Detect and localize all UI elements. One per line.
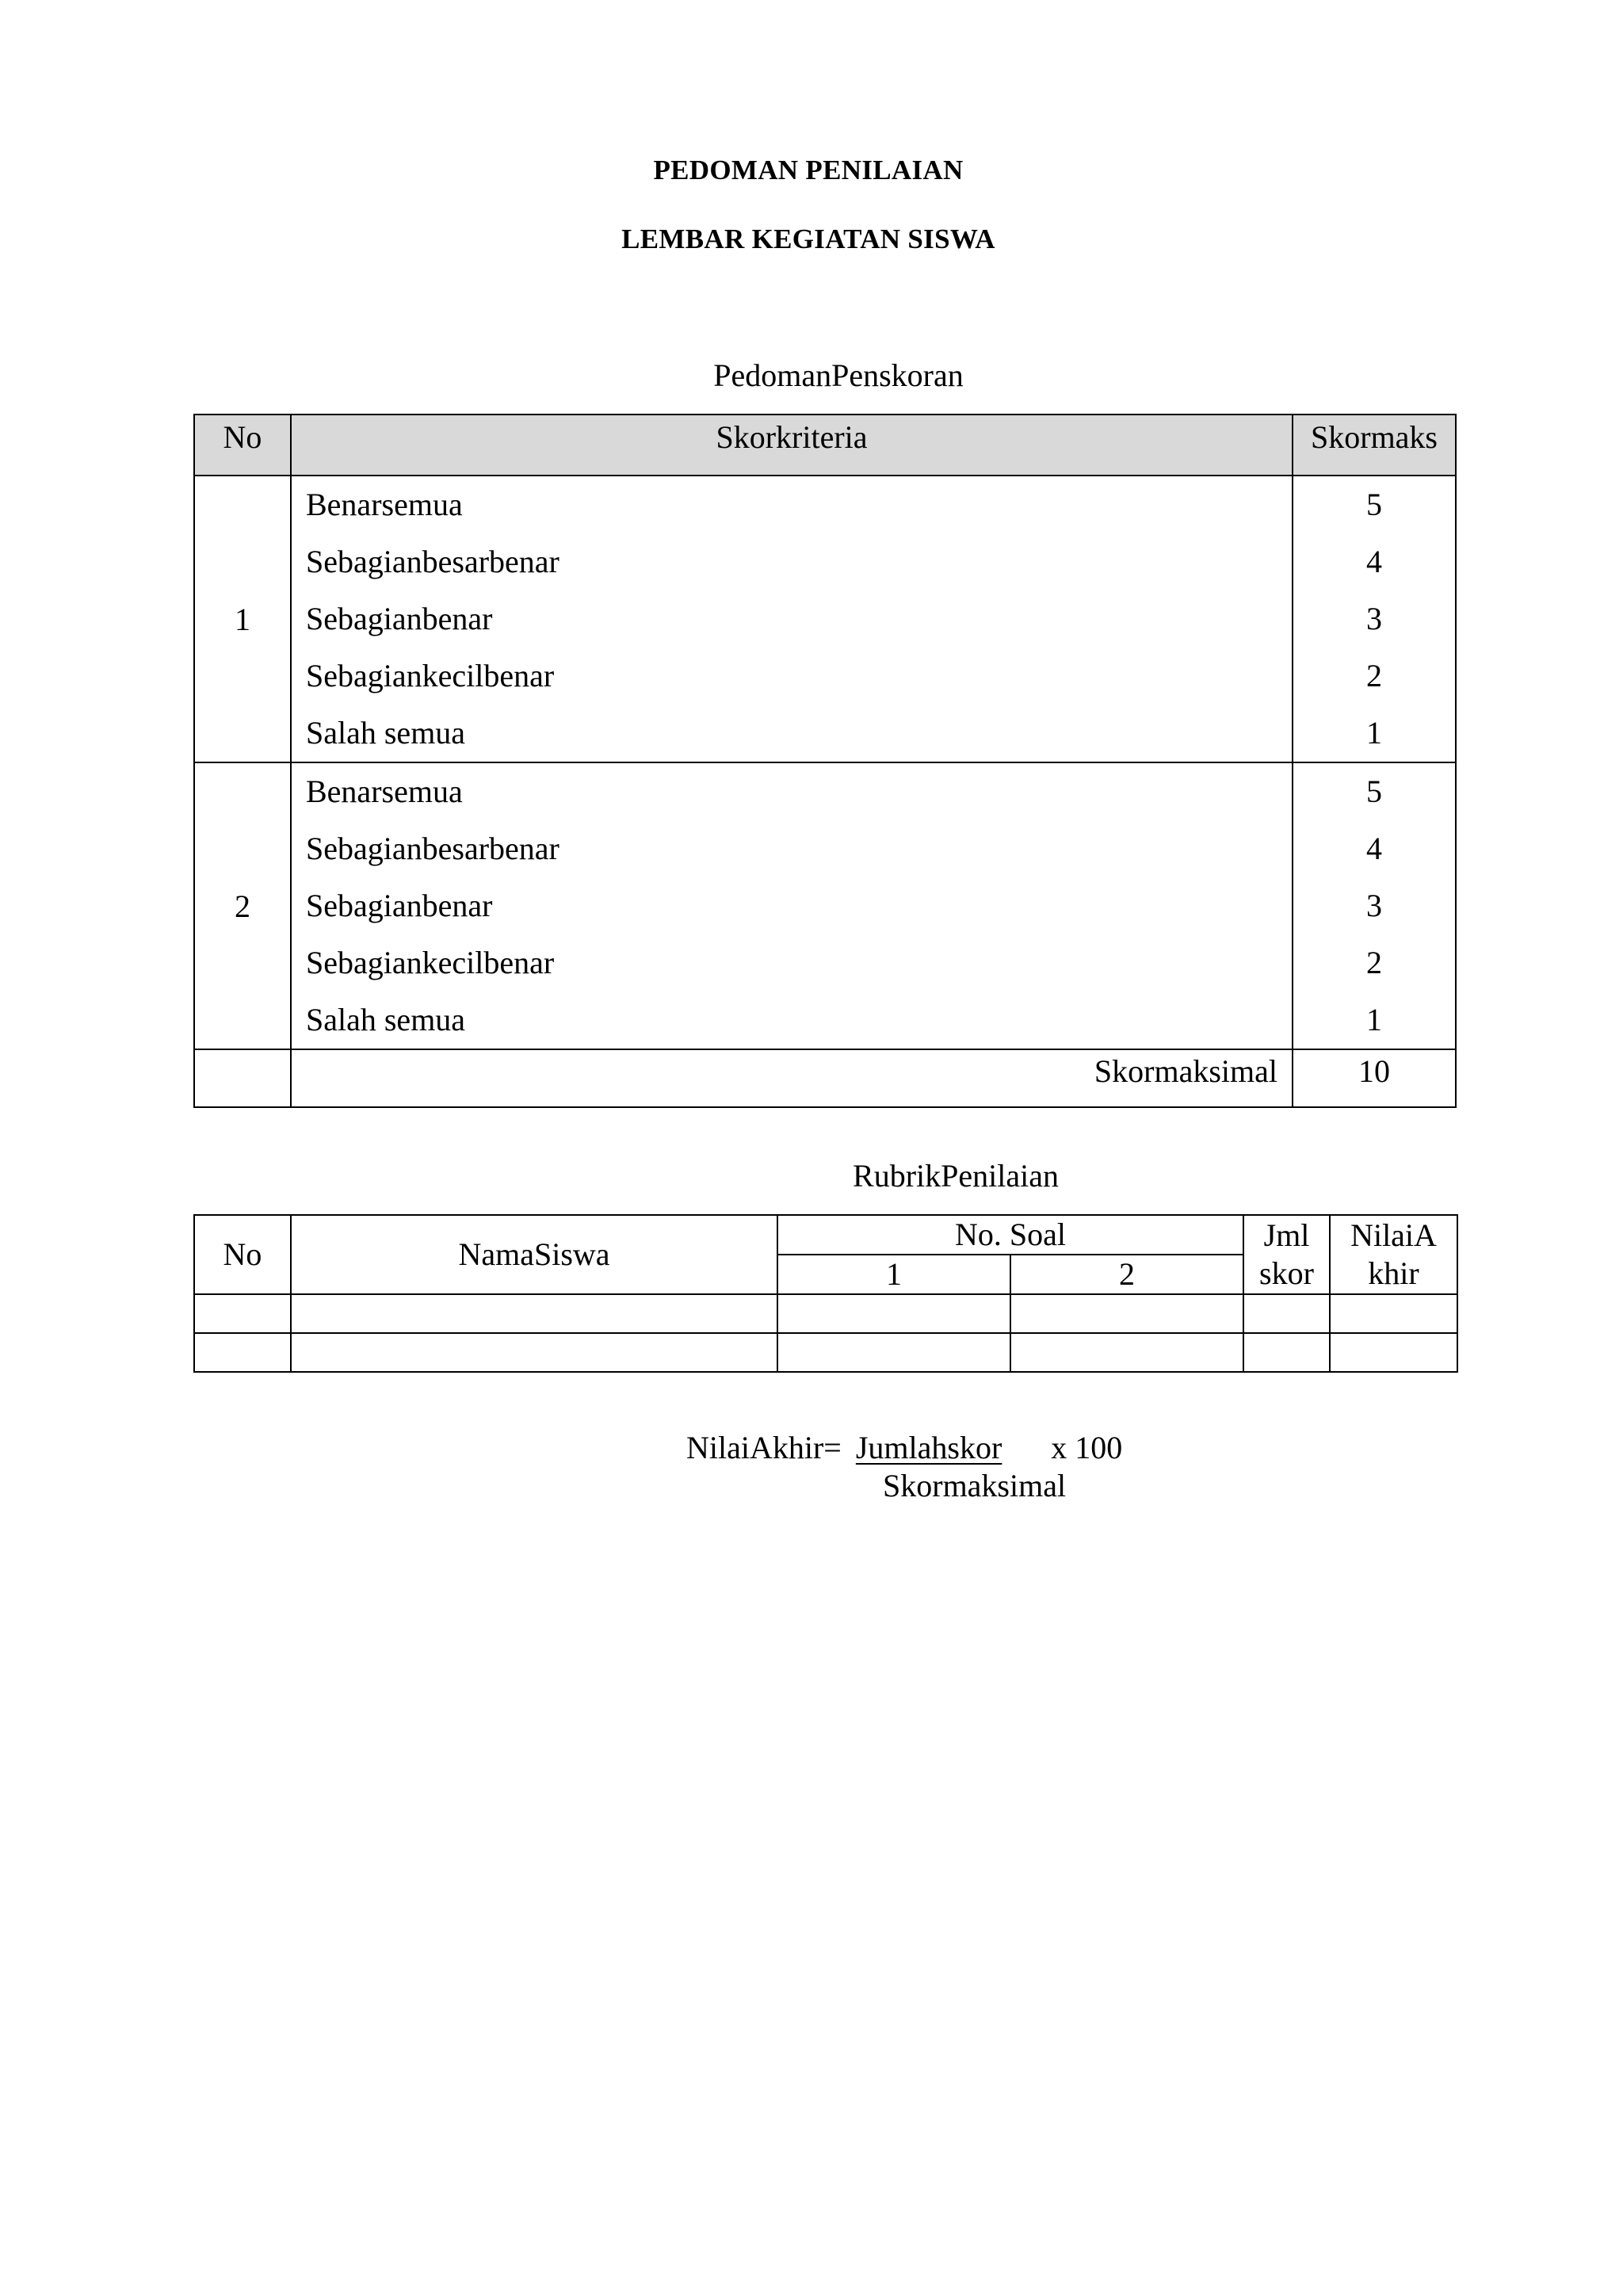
rubric-cell: [777, 1333, 1010, 1372]
assessment-rubric-table: [193, 1214, 1458, 1373]
document-title: PEDOMAN PENILAIAN: [653, 155, 964, 185]
document-subtitle: LEMBAR KEGIATAN SISWA: [621, 223, 995, 254]
rubric-cell: [1330, 1294, 1457, 1333]
scoring-guideline-table: [193, 414, 1457, 1108]
criteria-item: Sebagianbenar: [306, 888, 493, 923]
score-value: 4: [1366, 831, 1382, 866]
header-student-name: NamaSiswa: [291, 1215, 777, 1294]
criteria-item: Salah semua: [306, 715, 466, 751]
header-no: No: [194, 415, 291, 476]
scoring-total-row: [194, 1049, 1456, 1107]
header-criteria: Skorkriteria: [291, 415, 1293, 476]
score-value: 2: [1366, 945, 1382, 980]
header-total-score: [1243, 1215, 1330, 1294]
criteria-item: Sebagianbenar: [306, 601, 493, 636]
max-total-label: Skormaksimal: [291, 1049, 1293, 1107]
header-question-1: 1: [777, 1255, 1010, 1294]
formula-numerator: Jumlahskor: [855, 1430, 1002, 1465]
score-value: 2: [1366, 658, 1382, 693]
header-final-grade: [1330, 1215, 1457, 1294]
rubric-cell: [1010, 1294, 1243, 1333]
question-number: 1: [194, 476, 291, 762]
rubric-cell: [1330, 1333, 1457, 1372]
header-final-grade-line1: NilaiA: [1350, 1217, 1437, 1253]
header-final-grade-line2: khir: [1368, 1255, 1419, 1291]
formula-lhs: NilaiAkhir=: [686, 1430, 842, 1465]
criteria-item: Sebagianbesarbenar: [306, 831, 559, 866]
scoring-group-row: [194, 476, 1456, 762]
score-value: 3: [1366, 888, 1382, 923]
header-total-score-line2: skor: [1259, 1255, 1314, 1291]
question-number: 2: [194, 762, 291, 1049]
header-total-score-line1: Jml: [1263, 1217, 1310, 1253]
empty-cell: [194, 1049, 291, 1107]
final-grade-formula: [686, 1429, 1122, 1466]
header-max-score: Skormaks: [1293, 415, 1456, 476]
score-list: [1293, 762, 1456, 1049]
rubric-cell: [291, 1333, 777, 1372]
criteria-item: Benarsemua: [306, 487, 463, 522]
criteria-item: Sebagiankecilbenar: [306, 658, 555, 693]
table-row: [194, 1333, 1457, 1372]
criteria-item: Sebagianbesarbenar: [306, 544, 559, 579]
criteria-item: Salah semua: [306, 1002, 466, 1037]
scoring-table-caption: PedomanPenskoran: [713, 357, 964, 393]
score-value: 1: [1366, 1002, 1382, 1037]
rubric-cell: [291, 1294, 777, 1333]
criteria-item: Sebagiankecilbenar: [306, 945, 555, 980]
score-value: 3: [1366, 601, 1382, 636]
header-question-2: 2: [1010, 1255, 1243, 1294]
score-value: 5: [1366, 774, 1382, 809]
criteria-item: Benarsemua: [306, 774, 463, 809]
criteria-list: [291, 476, 1293, 762]
rubric-cell: [194, 1333, 291, 1372]
score-value: 1: [1366, 715, 1382, 751]
score-value: 4: [1366, 544, 1382, 579]
scoring-group-row: [194, 762, 1456, 1049]
rubric-table-caption: RubrikPenilaian: [853, 1158, 1059, 1194]
formula-multiplier: x 100: [1051, 1430, 1123, 1465]
header-question-number: No. Soal: [777, 1215, 1243, 1255]
rubric-cell: [194, 1294, 291, 1333]
formula-denominator: Skormaksimal: [883, 1468, 1067, 1503]
criteria-list: [291, 762, 1293, 1049]
max-total-value: 10: [1293, 1049, 1456, 1107]
rubric-cell: [1243, 1333, 1330, 1372]
table-row: [194, 1294, 1457, 1333]
score-list: [1293, 476, 1456, 762]
header-no: No: [194, 1215, 291, 1294]
rubric-header-row: [194, 1215, 1457, 1255]
rubric-cell: [1010, 1333, 1243, 1372]
rubric-cell: [1243, 1294, 1330, 1333]
scoring-header-row: [194, 415, 1456, 476]
rubric-cell: [777, 1294, 1010, 1333]
score-value: 5: [1366, 487, 1382, 522]
